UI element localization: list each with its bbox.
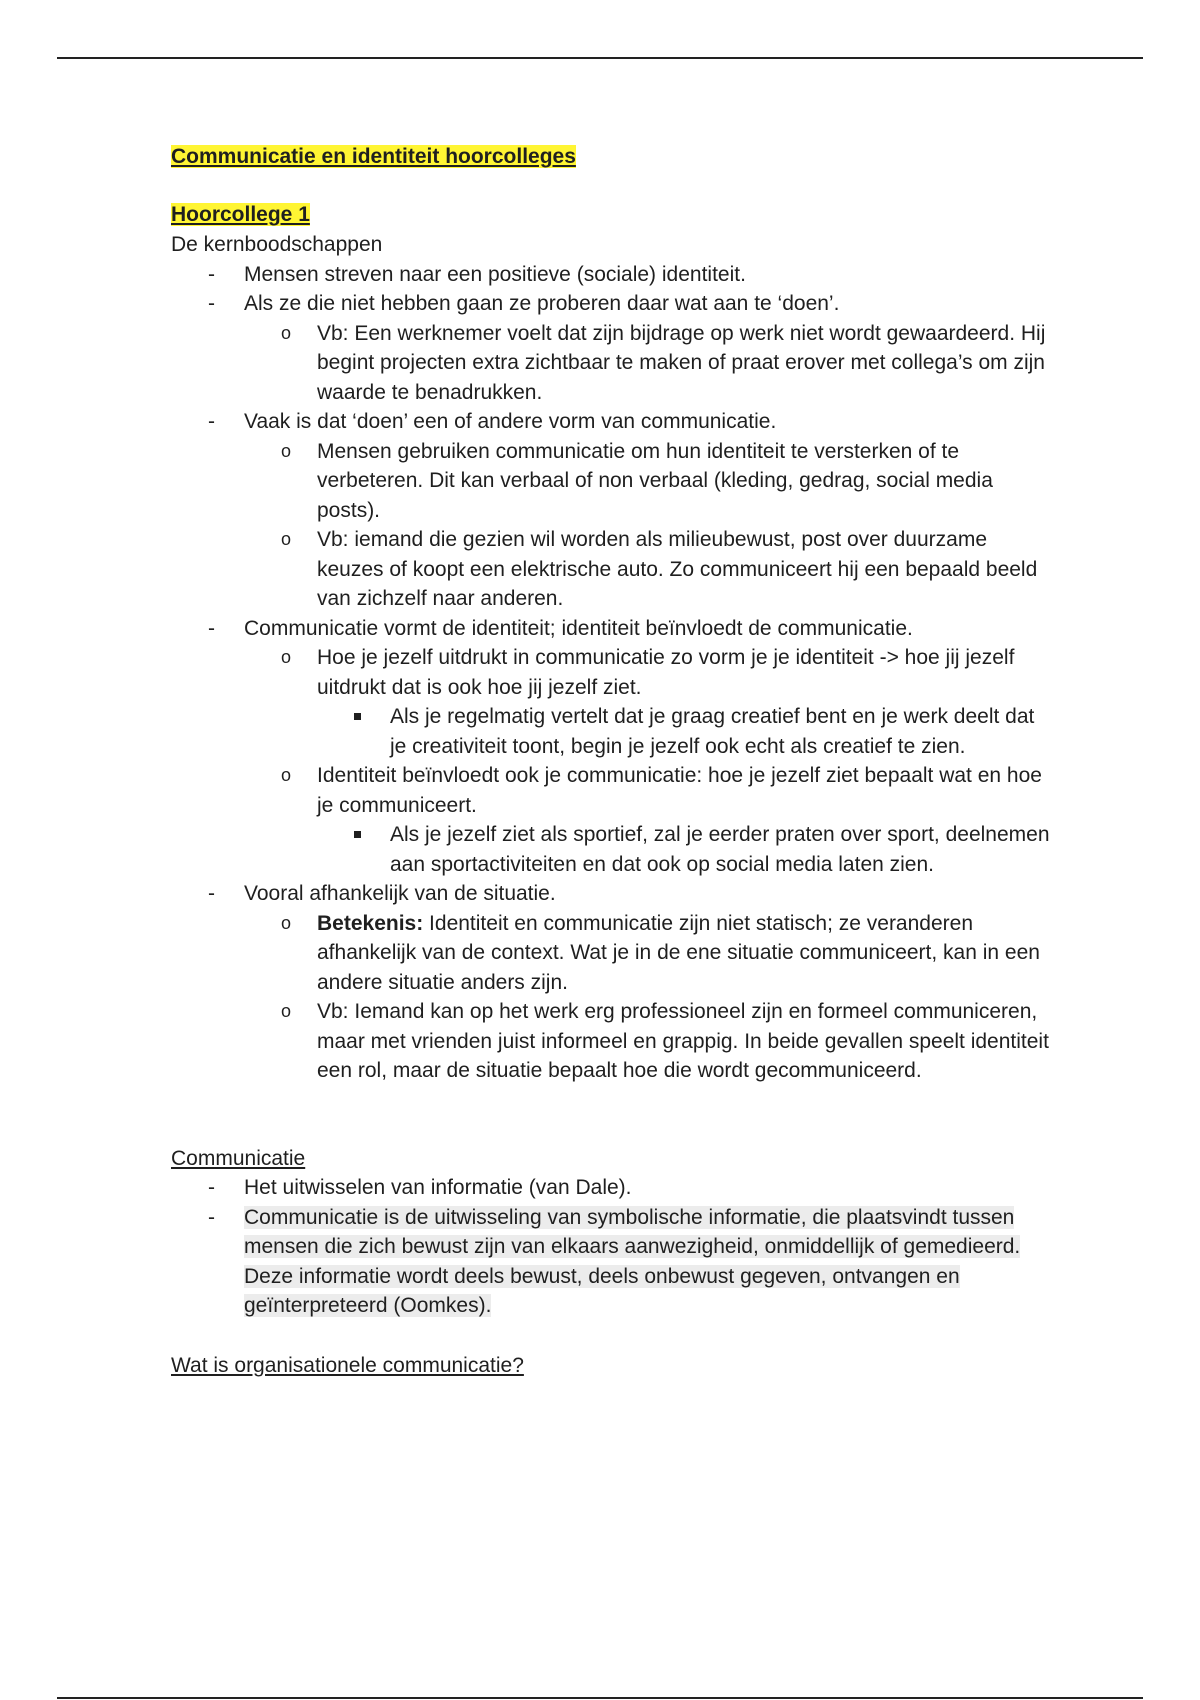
circle-marker: o [281,440,292,461]
list-item [171,1203,1051,1321]
section-heading-communicatie: Communicatie [171,1146,306,1170]
sub-list-item: o Betekenis: Identiteit en communicatie zijn niet statisch; ze veranderen afhankelijk van de context. Wat je in de ene situatie communiceert, kan in een andere situatie anders zijn. [171,909,1051,998]
circle-marker: o [281,765,292,785]
top-rule [57,57,1143,59]
dash-marker: - [208,410,215,433]
sub-list-item: o Identiteit beïnvloedt ook je communicatie: hoe je jezelf ziet bepaalt wat en hoe je communiceert. Als je jezelf ziet als sportief, zal je eerder praten over sport, deelnemen aan sportactiviteiten en dat ook op social media laten zien. [171,761,1051,879]
section-heading-kernboodschappen: De kernboodschappen [171,233,383,256]
list-item: - Het uitwisselen van informatie (van Dale). [171,1173,1051,1203]
sub-list-item: o Vb: Een werknemer voelt dat zijn bijdrage op werk niet wordt gewaardeerd. Hij begint projecten extra zichtbaar te maken of praat erover met collega’s om zijn waarde te benadrukken. [171,319,1051,408]
communicatie-list [171,1173,1051,1321]
dash-marker: - [208,1176,215,1199]
document-body [171,142,1051,1380]
list-item: - Vaak is dat ‘doen’ een of andere vorm van communicatie. o Mensen gebruiken communicatie om hun identiteit te versterken of te verbeteren. Dit kan verbaal of non verbaal (kleding, gedrag, social media posts). o Vb: iemand die gezien wil worden als milieubewust, post over duurzame keuzes of koopt een elektrische auto. Zo communiceert hij een bepaald beeld van zichzelf naar anderen. [171,407,1051,614]
sub-sub-list-item: Als je jezelf ziet als sportief, zal je eerder praten over sport, deelnemen aan sportactiviteiten en dat ook op social media laten zien. [171,820,1051,879]
sub-list-item: o Mensen gebruiken communicatie om hun identiteit te versterken of te verbeteren. Dit kan verbaal of non verbaal (kleding, gedrag, social media posts). [171,437,1051,526]
dash-marker: - [208,1205,215,1229]
kernboodschappen-list [171,260,1051,1086]
circle-marker: o [281,322,292,343]
dash-marker: - [208,292,215,315]
square-bullet-icon [354,831,361,838]
circle-marker: o [281,1001,292,1021]
sub-list-item: o Vb: iemand die gezien wil worden als milieubewust, post over duurzame keuzes of koopt een elektrische auto. Zo communiceert hij een bepaald beeld van zichzelf naar anderen. [171,525,1051,614]
list-item: - Vooral afhankelijk van de situatie. o Betekenis: Identiteit en communicatie zijn niet statisch; ze veranderen afhankelijk van de context. Wat je in de ene situatie communiceert, kan in een andere situatie anders zijn. o Vb: Iemand kan op het werk erg professioneel zijn en formeel communiceren, maar met vrienden juist informeel en grappig. In beide gevallen speelt identiteit een rol, maar de situatie bepaalt hoe die wordt gecommuniceerd. [171,879,1051,1086]
dash-marker: - [208,616,215,640]
dash-marker: - [208,262,215,286]
sub-sub-list-item: Als je regelmatig vertelt dat je graag creatief bent en je werk deelt dat je creativiteit toont, begin je jezelf ook echt als creatief te zien. [171,702,1051,761]
betekenis-label: Betekenis: [317,911,424,935]
square-bullet-icon [354,713,361,720]
sub-list-item: o Vb: Iemand kan op het werk erg professioneel zijn en formeel communiceren, maar met vrienden juist informeel en grappig. In beide gevallen speelt identiteit een rol, maar de situatie bepaalt hoe die wordt gecommuniceerd. [171,997,1051,1086]
circle-marker: o [281,529,292,549]
lecture-heading: Hoorcollege 1 [171,203,310,226]
list-item: - Communicatie vormt de identiteit; identiteit beïnvloedt de communicatie. o Hoe je jezelf uitdrukt in communicatie zo vorm je je identiteit -> hoe jij jezelf uitdrukt dat is ook hoe jij jezelf ziet. Als je regelmatig vertelt dat je graag creatief bent en je werk deelt dat je creativiteit toont, begin je jezelf ook echt als creatief te zien. o Identiteit beïnvloedt ook je communicatie: hoe je jezelf ziet bepaalt wat en hoe je communiceert. Als je jezelf ziet als sportief, zal je eerder praten over sport, deelnemen aan sportactiviteiten en dat ook op social media laten zien. [171,614,1051,880]
document-title: Communicatie en identiteit hoorcolleges [171,145,576,168]
list-item: - Als ze die niet hebben gaan ze proberen daar wat aan te ‘doen’. o Vb: Een werknemer voelt dat zijn bijdrage op werk niet wordt gewaardeerd. Hij begint projecten extra zichtbaar te maken of praat erover met collega’s om zijn waarde te benadrukken. [171,289,1051,407]
section-heading-organisationele-communicatie: Wat is organisationele communicatie? [171,1353,524,1377]
dash-marker: - [208,882,215,905]
bottom-rule [57,1697,1143,1699]
circle-marker: o [281,647,292,667]
circle-marker: o [281,912,292,933]
sub-list-item: o Hoe je jezelf uitdrukt in communicatie zo vorm je je identiteit -> hoe jij jezelf uitdrukt dat is ook hoe jij jezelf ziet. Als je regelmatig vertelt dat je graag creatief bent en je werk deelt dat je creativiteit toont, begin je jezelf ook echt als creatief te zien. [171,643,1051,761]
list-item: - Mensen streven naar een positieve (sociale) identiteit. [171,260,1051,290]
quoted-definition: Communicatie is de uitwisseling van symbolische informatie, die plaatsvindt tussen mensen die zich bewust zijn van elkaars aanwezigheid, onmiddellijk of gemedieerd. Deze informatie wordt deels bewust, deels onbewust gegeven, ontvangen en geïnterpreteerd (Oomkes). [244,1205,1021,1317]
